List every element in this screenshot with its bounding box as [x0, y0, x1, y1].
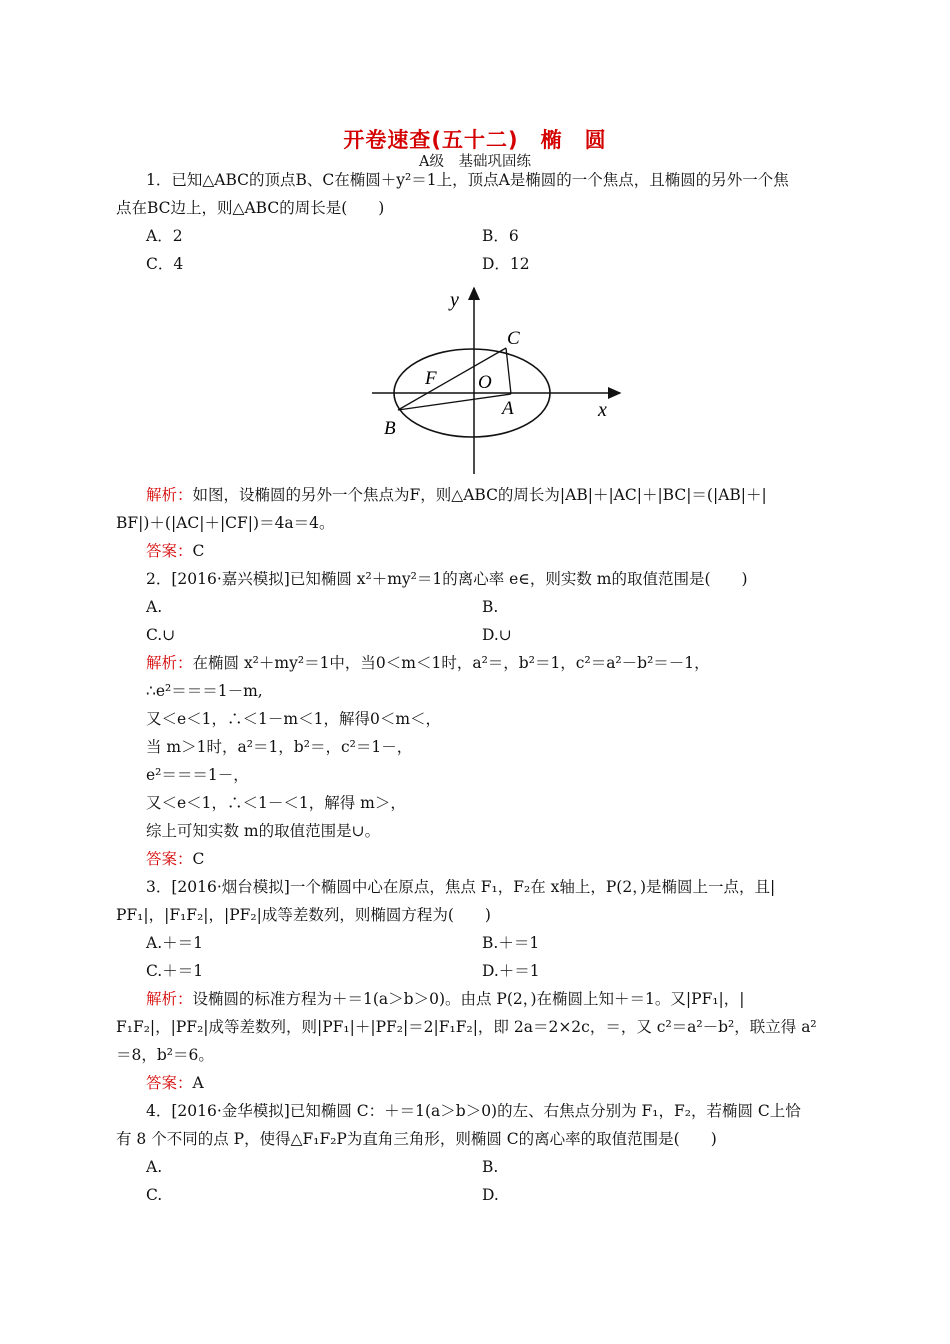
q3-answer-value: A [192, 1074, 204, 1092]
q1-stem-line2: 点在BC边上，则△ABC的周长是( ) [116, 199, 385, 217]
q4-stem-line1: 4．[2016·金华模拟]已知椭圆 C：＋＝1(a＞b＞0)的左、右焦点分别为 F₁，F₂，若椭圆 C上恰 [146, 1102, 801, 1120]
q3-analysis-line2: F₁F₂|，|PF₂|成等差数列，则|PF₁|＋|PF₂|＝2|F₁F₂|，即 2a＝2×2c，＝，又 c²＝a²－b²，联立得 a² [116, 1018, 817, 1036]
q2-analysis-line7: 综上可知实数 m的取值范围是∪。 [146, 822, 381, 840]
label-x: x [598, 399, 607, 421]
q3-analysis-line3: ＝8，b²＝6。 [116, 1046, 214, 1064]
q3-answer-label: 答案： [146, 1074, 193, 1092]
q4-stem-line2: 有 8 个不同的点 P，使得△F₁F₂P为直角三角形，则椭圆 C的离心率的取值范围是( ) [116, 1130, 717, 1148]
q4-option-c: C. [146, 1186, 163, 1204]
q2-analysis-line3: 又＜e＜1，∴＜1－m＜1，解得0＜m＜， [146, 710, 442, 728]
q3-analysis-text1: 设椭圆的标准方程为＋＝1(a＞b＞0)。由点 P(2，)在椭圆上知＋＝1。又|PF₁|，| [192, 990, 745, 1008]
q3-analysis-label: 解析： [146, 990, 193, 1008]
q1-option-a: A．2 [146, 227, 183, 245]
q1-analysis-text1: 如图，设椭圆的另外一个焦点为F，则△ABC的周长为|AB|＋|AC|＋|BC|＝(|AB|＋| [192, 486, 767, 504]
section-subtitle: A级 基础巩固练 [419, 154, 531, 170]
q3-answer-line [146, 1073, 204, 1093]
q1-analysis-label: 解析： [146, 486, 193, 504]
q2-option-a: A. [146, 598, 163, 616]
q1-answer-line [146, 541, 204, 561]
q1-answer-label: 答案： [146, 542, 193, 560]
q2-analysis-line6: 又＜e＜1，∴＜1－＜1，解得 m＞， [146, 794, 406, 812]
q2-analysis-text1: 在椭圆 x²＋my²＝1中，当0＜m＜1时，a²＝，b²＝1，c²＝a²－b²＝－1， [192, 654, 710, 672]
q2-answer-label: 答案： [146, 850, 193, 868]
q2-analysis-line2: ∴e²＝＝＝1－m, [146, 682, 263, 700]
page-title: 开卷速查(五十二) 椭 圆 [343, 128, 607, 152]
q2-analysis-label: 解析： [146, 654, 193, 672]
q1-option-d: D．12 [482, 255, 530, 273]
q3-option-b: B.＋＝1 [482, 934, 540, 952]
q1-answer-value: C [192, 542, 205, 560]
q4-option-b: B. [482, 1158, 499, 1176]
q3-option-d: D.＋＝1 [482, 962, 540, 980]
q2-answer-line [146, 849, 204, 869]
q2-option-d: D.∪ [482, 626, 512, 644]
label-c: C [507, 328, 520, 349]
q4-option-d: D. [482, 1186, 499, 1204]
q1-option-c: C．4 [146, 255, 184, 273]
q1-analysis-line1 [146, 485, 767, 505]
q3-analysis-line1 [146, 989, 745, 1009]
q2-answer-value: C [192, 850, 205, 868]
q1-analysis-line2: BF|)＋(|AC|＋|CF|)＝4a＝4。 [116, 514, 335, 532]
q3-option-a: A.＋＝1 [146, 934, 203, 952]
label-b: B [384, 418, 396, 439]
label-y: y [450, 289, 459, 311]
q1-option-b: B．6 [482, 227, 519, 245]
q2-analysis-line1 [146, 653, 710, 673]
label-a: A [502, 398, 514, 419]
ellipse-figure [370, 282, 630, 477]
label-o: O [478, 372, 492, 393]
q2-stem: 2．[2016·嘉兴模拟]已知椭圆 x²＋my²＝1的离心率 e∈，则实数 m的取值范围是( ) [146, 570, 748, 588]
q3-stem-line1: 3．[2016·烟台模拟]一个椭圆中心在原点，焦点 F₁，F₂在 x轴上，P(2，)是椭圆上一点，且| [146, 878, 776, 896]
q3-option-c: C.＋＝1 [146, 962, 204, 980]
q1-stem-line1: 1．已知△ABC的顶点B、C在椭圆＋y²＝1上，顶点A是椭圆的一个焦点，且椭圆的另外一个焦 [146, 171, 789, 189]
q3-stem-line2: PF₁|，|F₁F₂|，|PF₂|成等差数列，则椭圆方程为( ) [116, 906, 491, 924]
q2-option-b: B. [482, 598, 499, 616]
q2-analysis-line5: e²＝＝＝1－， [146, 766, 249, 784]
q2-analysis-line4: 当 m＞1时，a²＝1，b²＝，c²＝1－， [146, 738, 413, 756]
q2-option-c: C.∪ [146, 626, 176, 644]
q4-option-a: A. [146, 1158, 163, 1176]
label-f: F [425, 368, 437, 389]
segment-ba [398, 394, 511, 410]
